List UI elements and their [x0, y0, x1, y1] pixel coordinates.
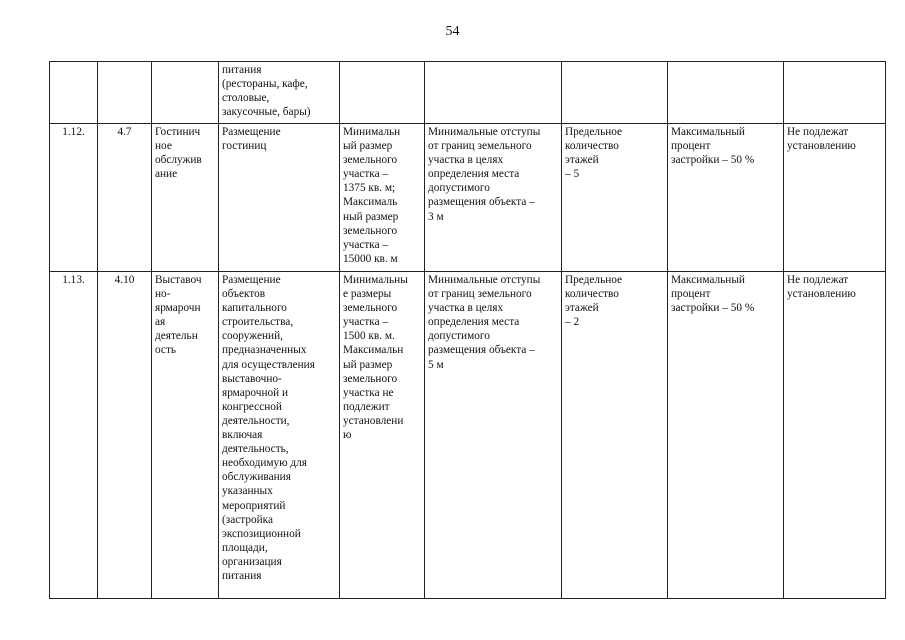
use-name-cell: Гостинич ное обслужив ание — [152, 124, 219, 272]
description-cell: Размещение объектов капитального строительства, сооружений, предназначенных для осуществления выставочно- ярмарочной и конгрессной деятельности, включая деятельность, необходимую для обслуживания указанных мероприятий (застройка экспозиционной площади, организация питания — [219, 272, 340, 599]
other-params-cell: Не подлежат установлению — [784, 272, 886, 599]
row-number-cell — [50, 62, 98, 124]
description-cell: Размещение гостиниц — [219, 124, 340, 272]
use-code-cell: 4.10 — [98, 272, 152, 599]
setbacks-cell — [425, 62, 562, 124]
other-params-cell — [784, 62, 886, 124]
coverage-cell — [668, 62, 784, 124]
use-name-cell: Выставоч но- ярмарочн ая деятельн ость — [152, 272, 219, 599]
plot-size-cell: Минимальн ый размер земельного участка – 1375 кв. м; Максималь ный размер земельного участка – 15000 кв. м — [340, 124, 425, 272]
floors-cell: Предельное количество этажей – 2 — [562, 272, 668, 599]
zoning-regulations-table — [49, 61, 886, 599]
floors-cell: Предельное количество этажей – 5 — [562, 124, 668, 272]
use-name-cell — [152, 62, 219, 124]
setbacks-cell: Минимальные отступы от границ земельного участка в целях определения места допустимого размещения объекта – 3 м — [425, 124, 562, 272]
table-row — [50, 272, 886, 599]
table-row — [50, 62, 886, 124]
table-row — [50, 124, 886, 272]
plot-size-cell: Минимальны е размеры земельного участка – 1500 кв. м. Максимальн ый размер земельного участка не подлежит установлени ю — [340, 272, 425, 599]
description-cell: питания (рестораны, кафе, столовые, закусочные, бары) — [219, 62, 340, 124]
use-code-cell: 4.7 — [98, 124, 152, 272]
setbacks-cell: Минимальные отступы от границ земельного участка в целях определения места допустимого размещения объекта – 5 м — [425, 272, 562, 599]
other-params-cell: Не подлежат установлению — [784, 124, 886, 272]
page-number: 54 — [445, 24, 460, 39]
coverage-cell: Максимальный процент застройки – 50 % — [668, 272, 784, 599]
row-number-cell: 1.13. — [50, 272, 98, 599]
use-code-cell — [98, 62, 152, 124]
plot-size-cell — [340, 62, 425, 124]
floors-cell — [562, 62, 668, 124]
coverage-cell: Максимальный процент застройки – 50 % — [668, 124, 784, 272]
row-number-cell: 1.12. — [50, 124, 98, 272]
